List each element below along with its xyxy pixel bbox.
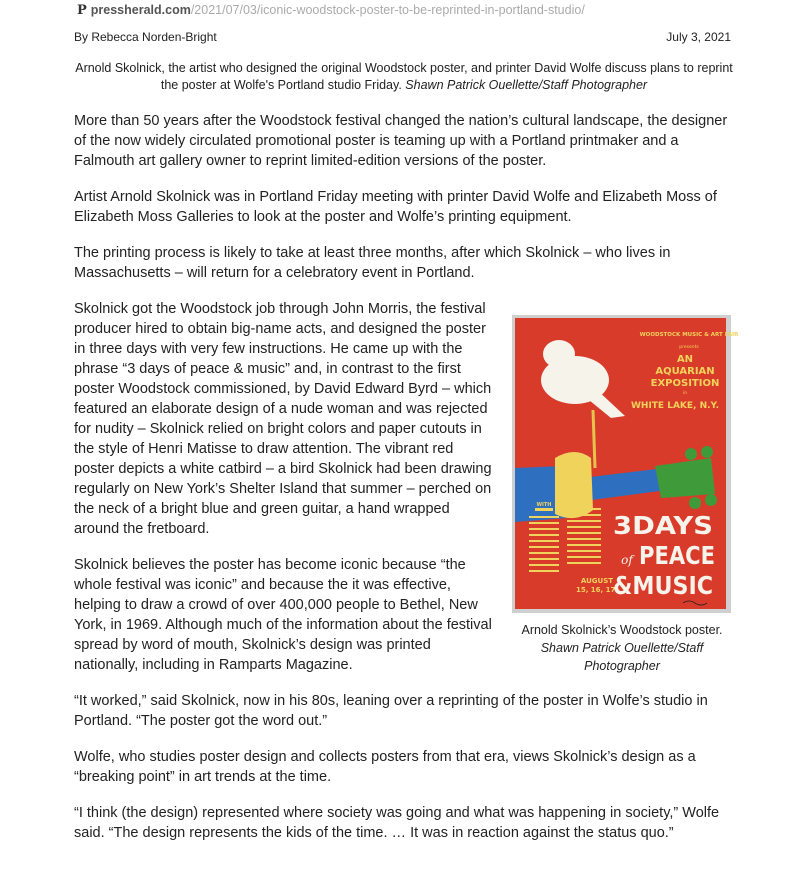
bird-head-shape <box>543 340 575 368</box>
paragraph-3: The printing process is likely to take at least three months, after which Skolnick – who lives in Massachusetts – will return for a celebratory event in Portland. <box>74 245 671 281</box>
poster-of: of <box>621 553 633 567</box>
poster-in: in <box>682 391 688 396</box>
byline: By Rebecca Norden-Bright <box>74 30 217 44</box>
url-domain: pressherald.com <box>90 3 191 17</box>
url-bar[interactable] <box>77 3 585 18</box>
poster-title-3: EXPOSITION <box>650 378 720 389</box>
poster-presents: presents <box>679 345 699 350</box>
url-path: /2021/07/03/iconic-woodstock-poster-to-be-reprinted-in-portland-studio/ <box>190 3 585 17</box>
tuning-peg-2 <box>701 446 713 458</box>
poster-with: WITH <box>536 502 552 508</box>
artist-signature-mark <box>683 601 707 605</box>
poster-peace: PEACE <box>639 541 715 570</box>
paragraph-8: “I think (the design) represented where society was going and what was happening in society,” Wolfe said. “The design represents the kids of the time. … It was in reaction against the status quo.” <box>74 805 720 841</box>
bird-leg-shape <box>593 410 595 468</box>
paragraph-1: More than 50 years after the Woodstock festival changed the nation’s cultural landscape, the designer of the now widely circulated promotional poster is teaming up with a Portland printmaker and a Falmouth art gallery owner to reprint limited-edition versions of the poster. <box>74 113 728 169</box>
poster-title-1: AN <box>676 354 694 365</box>
poster-dates-2: 15, 16, 17. <box>575 586 619 594</box>
poster-location: WHITE LAKE, N.Y. <box>630 401 720 411</box>
poster-caption <box>512 621 732 675</box>
paragraph-5: Skolnick believes the poster has become iconic because “the whole festival was iconic” and because the it was effective, helping to draw a crowd of over 400,000 people to Bethel, New York, in 1969. Although much of the information about the festival spread by word of mouth, Skolnick’s design was printed nationally, including in Ramparts Magazine. <box>74 557 492 673</box>
poster-caption-credit: Shawn Patrick Ouellette/Staff Photographer <box>540 641 704 673</box>
poster-caption-text: Arnold Skolnick’s Woodstock poster. <box>521 623 723 637</box>
tuning-peg-3 <box>689 497 701 509</box>
publish-date: July 3, 2021 <box>666 30 731 44</box>
tuning-peg-1 <box>685 448 697 460</box>
poster-header: WOODSTOCK MUSIC & ART FAIR <box>639 332 739 338</box>
paragraph-4: Skolnick got the Woodstock job through John Morris, the festival producer hired to obtain big-name acts, and designed the poster in three days with very few instructions. He came up with the phrase “3 days of peace & music” and, in contrast to the first poster Woodstock commissioned, by David Edward Byrd – which featured an elaborate design of a nude woman and was rejected for nudity – Skolnick relied on bright colors and paper cutouts in the style of Henri Matisse to draw attention. The vibrant red poster depicts a white catbird – a bird Skolnick had been drawing regularly on New York’s Shelter Island that summer – perched on the neck of a bright blue and green guitar, a hand wrapped around the fretboard. <box>74 301 492 537</box>
top-caption-text: Arnold Skolnick, the artist who designed the original Woodstock poster, and printer David Wolfe discuss plans to reprint the poster at Wolfe's Portland studio Friday. <box>75 61 733 92</box>
paragraph-7: Wolfe, who studies poster design and collects posters from that era, views Skolnick’s design as a “breaking point” in art trends at the time. <box>74 749 696 785</box>
top-caption-credit: Shawn Patrick Ouellette/Staff Photographer <box>405 78 648 92</box>
guitar-headstock-shape <box>655 458 715 498</box>
poster-photo <box>512 315 739 613</box>
woodstock-poster-image <box>515 318 739 609</box>
poster-dates-1: AUGUST <box>580 577 614 585</box>
paragraph-6: “It worked,” said Skolnick, now in his 80s, leaning over a reprinting of the poster in Wolfe’s studio in Portland. “The poster got the word out.” <box>74 693 708 729</box>
paragraph-2: Artist Arnold Skolnick was in Portland Friday meeting with printer David Wolfe and Elizabeth Moss of Elizabeth Moss Galleries to look at the poster and Wolfe’s printing equipment. <box>74 189 717 225</box>
poster-music: &MUSIC <box>613 571 713 600</box>
tuning-peg-4 <box>705 494 717 506</box>
poster-days: 3DAYS <box>613 511 713 540</box>
top-photo-caption <box>74 60 734 94</box>
poster-title-2: AQUARIAN <box>655 366 715 377</box>
press-herald-logo-icon: P <box>77 3 87 18</box>
